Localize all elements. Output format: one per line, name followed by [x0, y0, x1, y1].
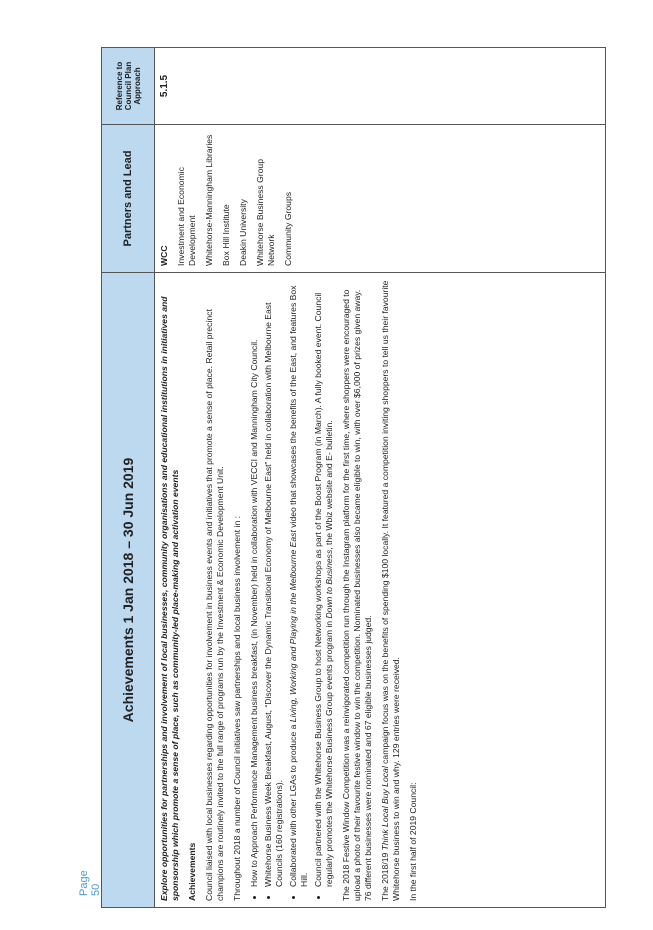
table-row	[155, 48, 606, 908]
header-achievements: Achievements 1 Jan 2018 – 30 Jun 2019	[102, 273, 155, 908]
partners-cell	[155, 125, 606, 273]
achievements-table	[101, 47, 606, 908]
achievements-cell	[155, 273, 606, 908]
paragraph-think-local: The 2018/19 Think Local Buy Local campaign focus was on the benefits of spending $100 locally. It featured a competition inviting shoppers to tell us their favourite Whitehorse business to win and why. 129 entries were received.	[380, 280, 401, 901]
list-item: • Collaborated with other LGAs to produce a Living, Working and Playing in the Melbourne East video that showcases the benefits of the East, and features Box Hill.	[288, 279, 310, 887]
list-item: • Whitehorse Business Week Breakfast, August, “Discover the Dynamic Transitional Economy of Melbourne East” held in collaboration with Melbourne East Councils (160 registrations).	[263, 279, 285, 887]
objective-text: Explore opportunities for partnerships and involvement of local businesses, community organisations and educational institutions in initiatives and sponsorship which promote a sense of place, such as community-led place-making and activation events	[159, 296, 180, 901]
achievements-table-container	[101, 48, 606, 908]
reference-value: 5.1.5	[159, 74, 170, 98]
header-reference: Reference to Council Plan Approach	[102, 48, 155, 125]
page-number: Page 50	[78, 870, 102, 896]
reference-cell	[155, 48, 606, 125]
partner-item: Investment and Economic Development	[176, 167, 197, 266]
achievements-heading: Achievements	[187, 842, 197, 901]
partner-item: Community Groups	[283, 191, 293, 266]
partner-item: Box Hill Institute	[221, 204, 231, 266]
partner-lead: WCC	[159, 245, 169, 266]
paragraph-festive-window: The 2018 Festive Window Competition was a reinvigorated competition run through the Instagram platform for the first time, where shoppers were encouraged to upload a photo of their favourite festive window to win the competition. Nominated businesses also became eligible to win, with over $6,000 of prizes given away. 76 different businesses were nominated and 67 eligible businesses judged.	[341, 289, 373, 901]
paragraph-initiatives: Throughout 2018 a number of Council initiatives saw partnerships and local business involvement in :	[232, 515, 242, 901]
list-item: • Council partnered with the Whitehorse Business Group to host Networking workshops as part of the Boost Program (in March). A fully booked event. Council regularly promotes the Whitehorse Business Group events program in Down to Business, the Wbiz website and E- bulletin.	[313, 279, 335, 887]
paragraph-first-half-2019: In the first half of 2019 Council:	[408, 782, 418, 901]
paragraph-liaison: Council liaised with local businesses regarding opportunities for involvement in business events and initiatives that promote a sense of place. Retail precinct champions are routinely invited to the full range of programs run by the Investment & Economic Development Unit.	[204, 309, 225, 901]
initiatives-list	[249, 279, 335, 901]
partner-item: Whitehorse-Manningham Libraries	[204, 134, 214, 266]
header-partners: Partners and Lead	[102, 125, 155, 273]
partner-item: Deakin University	[238, 199, 248, 266]
partner-item: Whitehorse Business Group Network	[255, 159, 276, 266]
list-item: • How to Approach Performance Management business breakfast, (in November) held in collaboration with VECCI and Manningham City Council.	[249, 279, 260, 887]
table-header-row	[102, 48, 155, 908]
